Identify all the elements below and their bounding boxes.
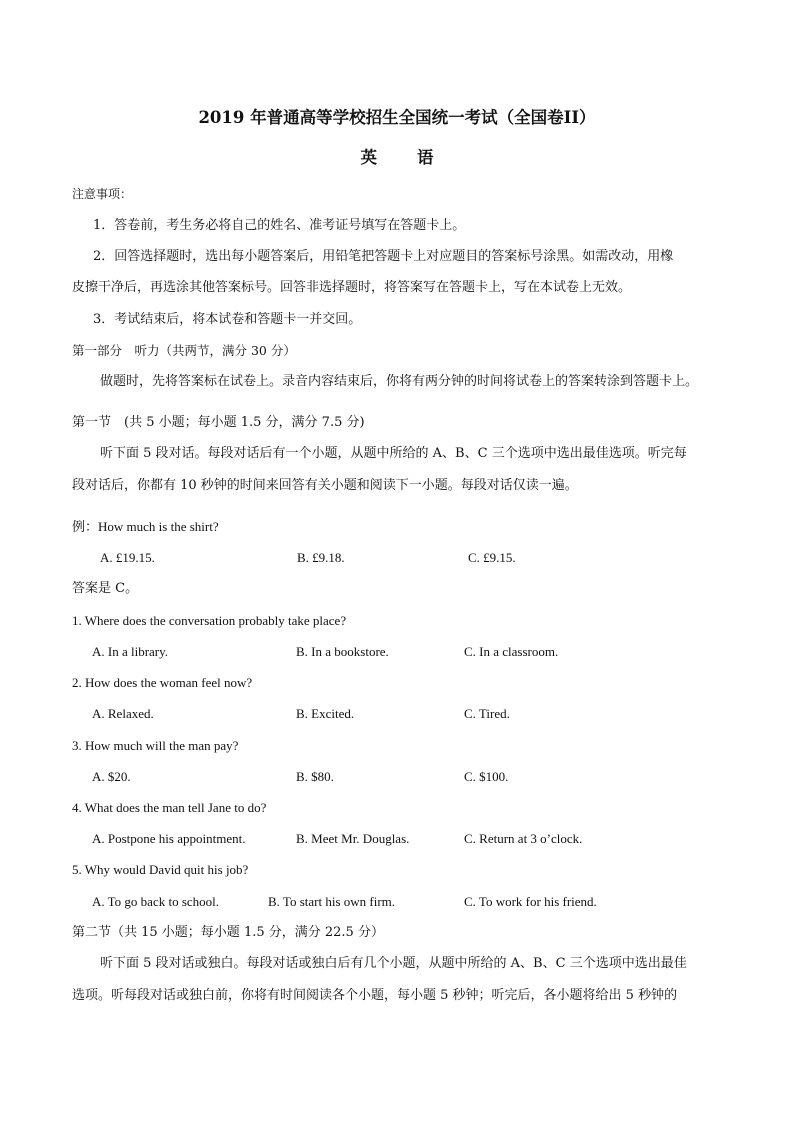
example-option-c: C. £9.15. (468, 550, 516, 565)
notice-heading: 注意事项： (72, 187, 133, 201)
question-5-option-a: A. To go back to school. (92, 894, 220, 909)
question-4-option-a: A. Postpone his appointment. (92, 831, 246, 846)
question-2-option-b: B. Excited. (296, 706, 355, 721)
question-4: 4. What does the man tell Jane to do? (72, 800, 267, 815)
question-4-option-c: C. Return at 3 o’clock. (464, 831, 583, 846)
question-5: 5. Why would David quit his job? (72, 862, 249, 877)
part1-heading: 第一部分 听力（共两节，满分 30 分） (72, 343, 296, 358)
notice-item: 皮擦干净后，再选涂其他答案标号。回答非选择题时，将答案写在答题卡上，写在本试卷上无效。 (72, 280, 632, 295)
question-3-option-c: C. $100. (464, 769, 509, 784)
question-3-option-a: A. $20. (92, 769, 131, 784)
question-3-option-b: B. $80. (296, 769, 334, 784)
subject-title: 英语 (360, 148, 474, 167)
section1-instruction: 段对话后，你都有 10 秒钟的时间来回答有关小题和阅读下一小题。每段对话仅读一遍。 (72, 478, 578, 493)
question-1-option-a: A. In a library. (92, 644, 169, 659)
example-answer: 答案是 C。 (72, 581, 139, 596)
question-5-option-b: B. To start his own firm. (268, 894, 396, 909)
question-2: 2. How does the woman feel now? (72, 675, 253, 690)
question-1-option-b: B. In a bookstore. (296, 644, 389, 659)
question-4-option-b: B. Meet Mr. Douglas. (296, 831, 410, 846)
example-option-b: B. £9.18. (297, 550, 345, 565)
notice-item: 1．答卷前，考生务必将自己的姓名、准考证号填写在答题卡上。 (93, 218, 466, 233)
question-5-option-c: C. To work for his friend. (464, 894, 597, 909)
part1-instruction: 做题时，先将答案标在试卷上。录音内容结束后，你将有两分钟的时间将试卷上的答案转涂到答题卡上。 (100, 374, 699, 389)
notice-item: 3．考试结束后，将本试卷和答题卡一并交回。 (93, 312, 362, 327)
section2-heading: 第二节（共 15 小题；每小题 1.5 分，满分 22.5 分） (72, 925, 384, 940)
question-2-option-c: C. Tired. (464, 706, 510, 721)
example-question: 例：How much is the shirt? (72, 519, 219, 534)
example-option-a: A. £19.15. (100, 550, 155, 565)
question-1: 1. Where does the conversation probably take place? (72, 613, 347, 628)
exam-title: 2019 年普通高等学校招生全国统一考试（全国卷II） (198, 108, 596, 127)
question-3: 3. How much will the man pay? (72, 738, 239, 753)
section2-instruction: 选项。听每段对话或独白前，你将有时间阅读各个小题，每小题 5 秒钟；听完后，各小题将给出 5 秒钟的 (72, 988, 678, 1003)
section1-heading: 第一节 (共 5 小题；每小题 1.5 分，满分 7.5 分) (72, 415, 365, 430)
section1-instruction: 听下面 5 段对话。每段对话后有一个小题，从题中所给的 A、B、C 三个选项中选出最佳选项。听完每 (100, 446, 687, 461)
question-2-option-a: A. Relaxed. (92, 706, 154, 721)
question-1-option-c: C. In a classroom. (464, 644, 559, 659)
section2-instruction: 听下面 5 段对话或独白。每段对话或独白后有几个小题，从题中所给的 A、B、C 三个选项中选出最佳 (100, 956, 687, 971)
notice-item: 2．回答选择题时，选出每小题答案后，用铅笔把答题卡上对应题目的答案标号涂黑。如需改动，用橡 (93, 249, 674, 264)
